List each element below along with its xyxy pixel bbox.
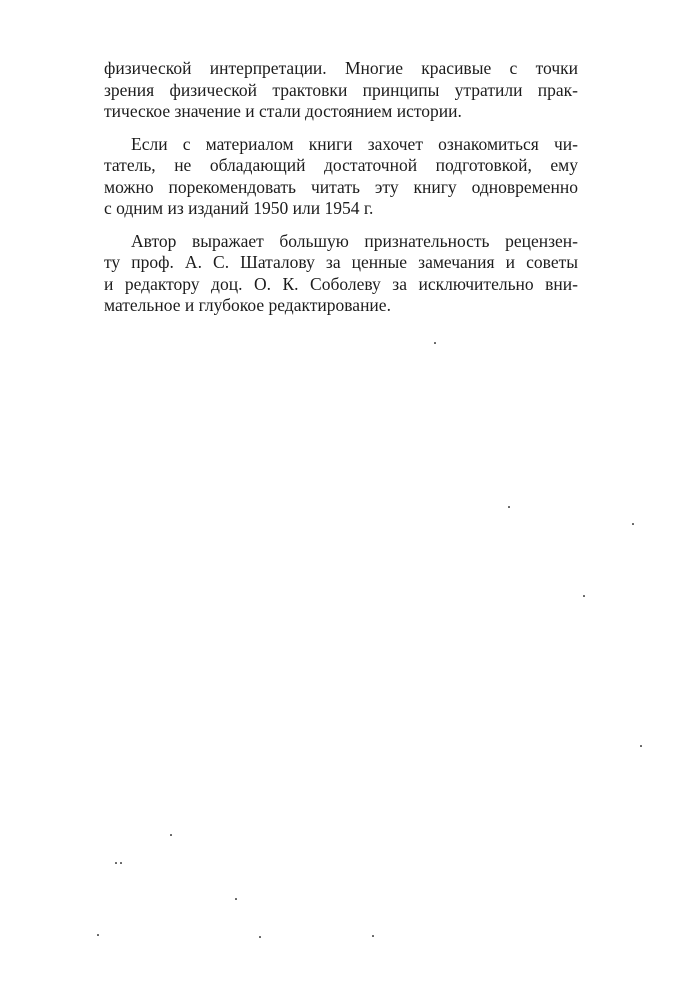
scan-speck [120,862,122,864]
body-text [104,58,578,328]
scan-speck [97,934,99,936]
paragraph-reader-advice [104,134,578,220]
scan-speck [640,745,642,747]
scan-speck [372,935,374,937]
scan-speck [115,862,117,864]
text-line: можно порекомендовать читать эту книгу одновременно [104,176,578,197]
paragraph-interpretation [104,58,578,123]
text-line: зрения физической трактовки принципы утратили прак- [104,79,578,100]
scan-speck [235,898,237,900]
scan-speck [170,834,172,836]
scan-speck [434,342,436,344]
text-line: Если с материалом книги захочет ознакомиться чи- [131,133,578,154]
scan-speck [508,506,510,508]
text-line: тическое значение и стали достоянием истории. [104,101,462,121]
text-line: татель, не обладающий достаточной подготовкой, ему [104,155,578,175]
scan-speck [583,595,585,597]
text-line: физической интерпретации. Многие красивые с точки [104,58,578,78]
text-line: с одним из изданий 1950 или 1954 г. [104,198,374,218]
paragraph-acknowledgements [104,231,578,317]
text-line: ту проф. А. С. Шаталову за ценные замечания и советы [104,252,578,272]
text-line: и редактору доц. О. К. Соболеву за исключительно вни- [104,273,578,294]
scan-speck [259,936,261,938]
text-line: Автор выражает большую признательность рецензен- [131,230,578,251]
scan-speck [632,523,634,525]
text-line: мательное и глубокое редактирование. [104,295,391,315]
